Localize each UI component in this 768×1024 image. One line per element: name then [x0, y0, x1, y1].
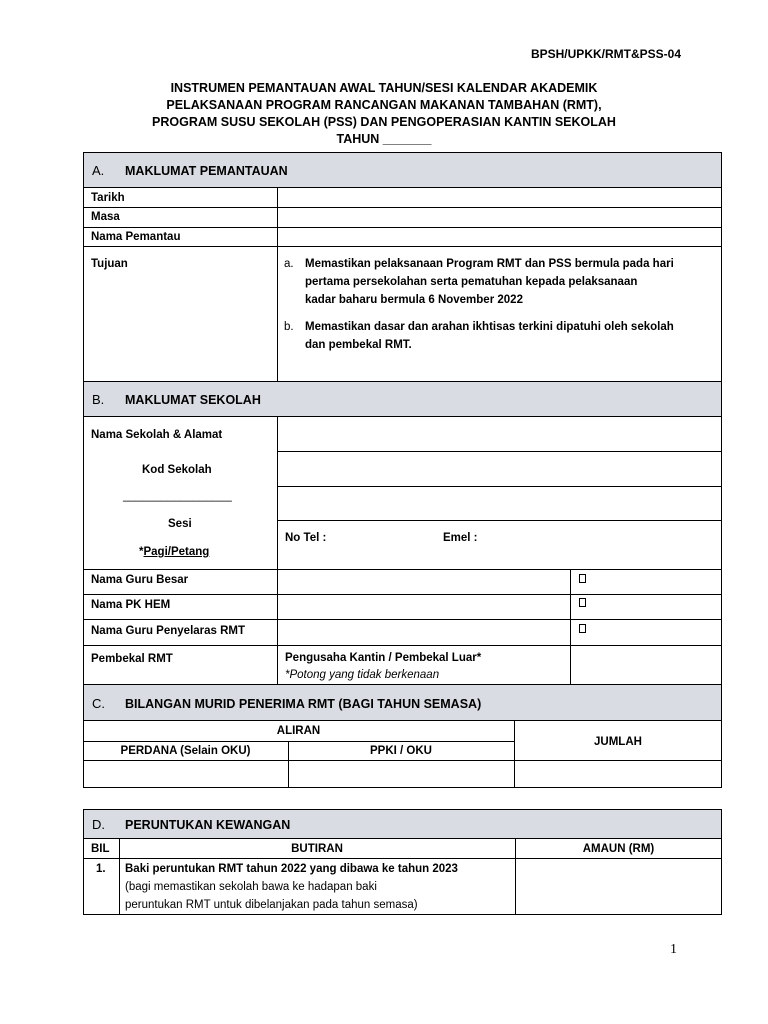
label-pembekal: Pembekal RMT	[91, 653, 173, 665]
checkbox-guru-besar[interactable]	[579, 574, 586, 583]
label-emel: Emel :	[443, 532, 478, 544]
pembekal-option: Pengusaha Kantin / Pembekal Luar*	[285, 652, 482, 664]
title-line-1: INSTRUMEN PEMANTAUAN AWAL TAHUN/SESI KALENDAR AKADEMIK	[170, 81, 598, 95]
field-perdana[interactable]	[84, 761, 288, 787]
section-b-header	[84, 382, 721, 417]
field-guru-besar[interactable]	[278, 570, 570, 594]
field-pk-hem[interactable]	[278, 595, 570, 619]
page-number: 1	[670, 942, 677, 957]
document-code: BPSH/UPKK/RMT&PSS-04	[530, 47, 681, 61]
field-jumlah[interactable]	[515, 761, 721, 787]
checkbox-guru-penyelaras[interactable]	[579, 624, 586, 633]
label-no-tel: No Tel :	[285, 532, 327, 544]
row-1-title: Baki peruntukan RMT tahun 2022 yang dibawa ke tahun 2023	[125, 863, 458, 875]
section-b-letter: B.	[92, 392, 105, 407]
header-perdana: PERDANA (Selain OKU)	[120, 745, 251, 757]
section-a-header	[84, 153, 721, 188]
field-pembekal[interactable]	[571, 646, 721, 684]
header-amaun: AMAUN (RM)	[582, 843, 655, 855]
field-nama-sekolah[interactable]	[278, 418, 721, 451]
field-masa[interactable]	[278, 208, 721, 227]
header-ppki: PPKI / OKU	[370, 745, 432, 757]
tujuan-a-line-2: pertama persekolahan serta pematuhan kepada pelaksanaan	[305, 276, 638, 288]
header-bil: BIL	[91, 843, 110, 855]
section-c-header	[84, 685, 721, 721]
sesi-option	[139, 546, 209, 558]
section-c-title: BILANGAN MURID PENERIMA RMT (BAGI TAHUN SEMASA)	[125, 697, 482, 711]
section-d-header	[84, 810, 721, 839]
sesi-option-text: Pagi/Petang	[143, 546, 210, 558]
field-alamat-3[interactable]	[278, 487, 721, 520]
section-a-title: MAKLUMAT PEMANTAUAN	[125, 164, 288, 178]
tujuan-a-marker: a.	[284, 258, 294, 270]
tujuan-b-marker: b.	[284, 321, 294, 333]
field-alamat-2[interactable]	[278, 452, 721, 486]
section-a-letter: A.	[92, 163, 105, 178]
label-pk-hem: Nama PK HEM	[91, 599, 171, 611]
header-butiran: BUTIRAN	[291, 843, 343, 855]
field-guru-penyelaras[interactable]	[278, 620, 570, 645]
label-tujuan: Tujuan	[91, 258, 128, 270]
row-1-note-line-2: peruntukan RMT untuk dibelanjakan pada tahun semasa)	[125, 899, 418, 911]
section-d-letter: D.	[92, 817, 105, 832]
title-line-4: TAHUN _______	[336, 132, 432, 146]
label-masa: Masa	[91, 211, 120, 223]
kod-sekolah-blank: _________________	[123, 490, 232, 502]
checkbox-pk-hem[interactable]	[579, 598, 586, 607]
tujuan-b-line-1: Memastikan dasar dan arahan ikhtisas terkini dipatuhi oleh sekolah	[305, 321, 674, 333]
header-aliran: ALIRAN	[276, 725, 321, 737]
section-c-letter: C.	[92, 696, 105, 711]
label-tarikh: Tarikh	[91, 192, 125, 204]
title-line-2: PELAKSANAAN PROGRAM RANCANGAN MAKANAN TAMBAHAN (RMT),	[166, 98, 602, 112]
title-line-3: PROGRAM SUSU SEKOLAH (PSS) DAN PENGOPERASIAN KANTIN SEKOLAH	[152, 115, 616, 129]
section-b-title: MAKLUMAT SEKOLAH	[125, 393, 261, 407]
row-1-note-line-1: (bagi memastikan sekolah bawa ke hadapan baki	[125, 881, 377, 893]
sesi-option-asterisk: *	[139, 546, 144, 558]
pembekal-note: *Potong yang tidak berkenaan	[285, 669, 440, 681]
tujuan-b-line-2: dan pembekal RMT.	[305, 339, 412, 351]
tujuan-a-line-3: kadar baharu bermula 6 November 2022	[305, 294, 523, 306]
row-1-bil: 1.	[96, 863, 106, 875]
field-tarikh[interactable]	[278, 189, 721, 207]
field-nama-pemantau[interactable]	[278, 228, 721, 246]
label-guru-penyelaras: Nama Guru Penyelaras RMT	[91, 625, 246, 637]
label-sesi: Sesi	[168, 518, 192, 530]
label-nama-sekolah: Nama Sekolah & Alamat	[91, 429, 223, 441]
label-kod-sekolah: Kod Sekolah	[142, 464, 212, 476]
label-guru-besar: Nama Guru Besar	[91, 574, 189, 586]
field-amaun-row-1[interactable]	[516, 859, 721, 914]
field-ppki[interactable]	[289, 761, 514, 787]
tujuan-a-line-1: Memastikan pelaksanaan Program RMT dan PSS bermula pada hari	[305, 258, 674, 270]
section-d-title: PERUNTUKAN KEWANGAN	[125, 818, 291, 832]
label-nama-pemantau: Nama Pemantau	[91, 231, 181, 243]
header-jumlah: JUMLAH	[594, 736, 642, 748]
